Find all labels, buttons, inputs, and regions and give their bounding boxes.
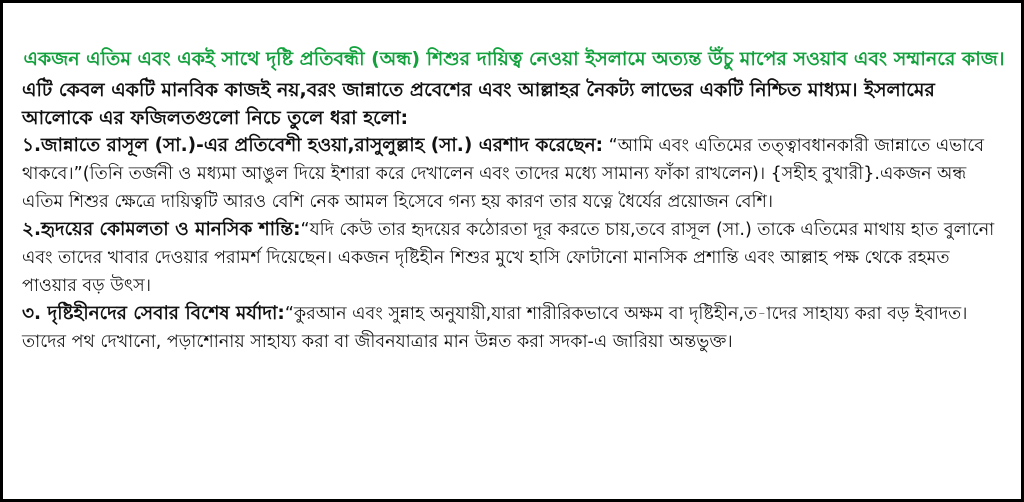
border-top xyxy=(0,0,1024,3)
point-3 xyxy=(22,300,1006,356)
intro-paragraph: এটি কেবল একটি মানবিক কাজই নয়,বরং জান্নাতে প্রবেশের এবং আল্লাহর নৈকট্য লাভের একটি নিশ্চিত মাধ্যম। ইসলামের আলোকে এর ফজিলতগুলো নিচে তুলে ধরা হলো: xyxy=(22,79,935,129)
point-2 xyxy=(22,216,1006,300)
point-2-lead: ২.হৃদয়ের কোমলতা ও মানসিক শান্তি: xyxy=(22,219,301,240)
point-1-lead: ১.জান্নাতে রাসূল (সা.)-এর প্রতিবেশী হওয়া,রাসুলুল্লাহ (সা.) এরশাদ করেছেন: xyxy=(22,135,604,156)
point-3-body: “কুরআন এবং সুন্নাহ অনুযায়ী,যারা শারীরিকভাবে অক্ষম বা দৃষ্টিহীন,ত-াদের সাহায্য করা বড় ইবাদত। তাদের পথ দেখানো, পড়াশোনায় সাহায্য করা বা জীবনযাত্রার মান উন্নত করা সদকা-এ জারিয়া অন্তভুক্ত। xyxy=(22,304,968,352)
border-left xyxy=(0,0,3,502)
document-body xyxy=(22,44,1006,356)
point-1 xyxy=(22,132,1006,216)
point-2-body: “যদি কেউ তার হৃদয়ের কঠোরতা দূর করতে চায়,তবে রাসূল (সা.) তাকে এতিমের মাথায় হাত বুলানো এবং তাদের খাবার দেওয়ার পরামর্শ দিয়েছেন। একজন দৃষ্টিহীন শিশুর মুখে হাসি ফোটানো মানসিক প্রশান্তি এবং আল্লাহ পক্ষ থেকে রহমত পাওয়ার বড় উৎস। xyxy=(22,220,995,296)
point-3-lead: ৩. দৃষ্টিহীনদের সেবার বিশেষ মর্যাদা: xyxy=(22,303,285,324)
point-1-body: “আমি এবং এতিমের তত্ত্বাবধানকারী জান্নাতে এভাবে থাকবে।”(তিনি তর্জনী ও মধ্যমা আঙুল দিয়ে ইশারা করে দেখালেন এবং তাদের মধ্যে সামান্য ফাঁকা রাখলেন)। {সহীহ বুখারী}.একজন অন্ধ এতিম শিশুর ক্ষেত্রে দায়িত্বটি আরও বেশি নেক আমল হিসেবে গন্য হয় কারণ তার যত্নে ধৈর্যের প্রয়োজন বেশি। xyxy=(22,136,985,212)
headline: একজন এতিম এবং একই সাথে দৃষ্টি প্রতিবন্ধী (অন্ধ) শিশুর দায়িত্ব নেওয়া ইসলামে অত্যন্ত উঁচু মাপের সওয়াব এবং সম্মানরে কাজ। xyxy=(23,48,1005,70)
